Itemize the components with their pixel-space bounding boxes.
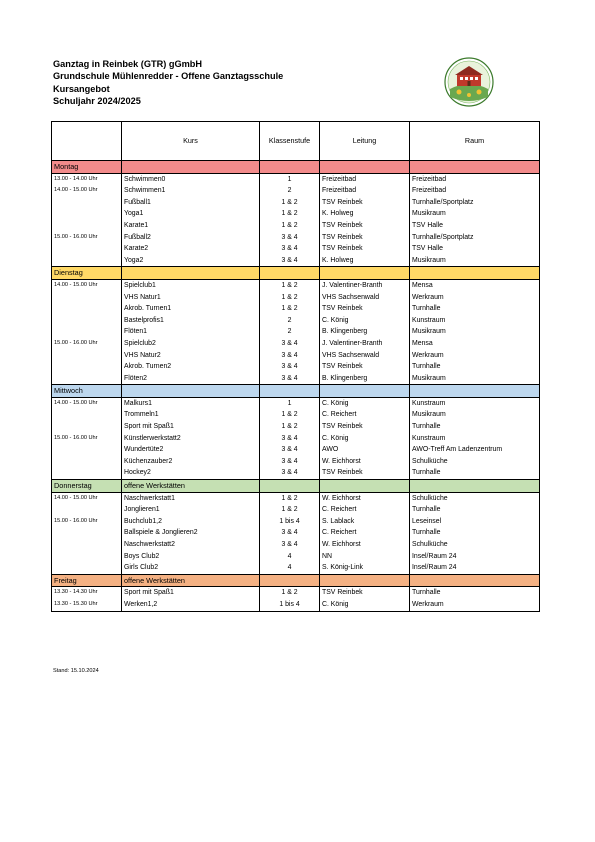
raum-cell: Insel/Raum 24 xyxy=(410,562,540,574)
day-row-donnerstag xyxy=(52,480,540,493)
day-row-empty-cell xyxy=(410,161,540,174)
raum-cell: Turnhalle xyxy=(410,587,540,599)
raum-cell: Kunstraum xyxy=(410,315,540,327)
table-row xyxy=(52,409,540,421)
kurs-cell: Yoga1 xyxy=(122,208,260,220)
raum-cell: Leseinsel xyxy=(410,516,540,528)
kurs-cell: Yoga2 xyxy=(122,255,260,267)
time-cell xyxy=(52,350,122,362)
klassenstufe-cell: 1 & 2 xyxy=(260,220,320,232)
day-row-empty-cell xyxy=(320,267,410,280)
raum-cell: TSV Halle xyxy=(410,220,540,232)
klassenstufe-cell: 1 & 2 xyxy=(260,197,320,209)
day-name: Donnerstag xyxy=(52,480,122,493)
day-name: Mittwoch xyxy=(52,385,122,398)
table-row xyxy=(52,243,540,255)
klassenstufe-cell: 3 & 4 xyxy=(260,467,320,479)
klassenstufe-cell: 3 & 4 xyxy=(260,433,320,445)
raum-cell: Werkraum xyxy=(410,350,540,362)
klassenstufe-cell: 1 bis 4 xyxy=(260,516,320,528)
leitung-cell: AWO xyxy=(320,444,410,456)
table-row xyxy=(52,504,540,516)
raum-cell: Turnhalle xyxy=(410,467,540,479)
time-cell: 13.30 - 15.30 Uhr xyxy=(52,599,122,611)
klassenstufe-cell: 4 xyxy=(260,551,320,563)
klassenstufe-cell: 3 & 4 xyxy=(260,243,320,255)
raum-cell: TSV Halle xyxy=(410,243,540,255)
day-row-empty-cell xyxy=(320,385,410,398)
leitung-cell: C. Reichert xyxy=(320,409,410,421)
time-cell: 15.00 - 16.00 Uhr xyxy=(52,338,122,350)
day-note xyxy=(122,385,260,398)
day-row-empty-cell xyxy=(410,574,540,587)
kurs-cell: Wundertüte2 xyxy=(122,444,260,456)
table-row xyxy=(52,232,540,244)
kurs-cell: Buchclub1,2 xyxy=(122,516,260,528)
time-cell xyxy=(52,197,122,209)
raum-cell: Kunstraum xyxy=(410,433,540,445)
table-row xyxy=(52,551,540,563)
leitung-cell: K. Holweg xyxy=(320,208,410,220)
table-row xyxy=(52,208,540,220)
table-header-row xyxy=(52,122,540,161)
klassenstufe-cell: 1 & 2 xyxy=(260,303,320,315)
raum-cell: Musikraum xyxy=(410,255,540,267)
raum-cell: Mensa xyxy=(410,338,540,350)
kurs-cell: Akrob. Turnen1 xyxy=(122,303,260,315)
kurs-cell: Künstlerwerkstatt2 xyxy=(122,433,260,445)
raum-cell: Kunstraum xyxy=(410,397,540,409)
time-cell xyxy=(52,255,122,267)
table-row xyxy=(52,292,540,304)
day-row-empty-cell xyxy=(320,480,410,493)
klassenstufe-cell: 1 & 2 xyxy=(260,279,320,291)
kurs-cell: Naschwerkstatt1 xyxy=(122,492,260,504)
time-cell xyxy=(52,551,122,563)
table-row xyxy=(52,587,540,599)
raum-cell: Schulküche xyxy=(410,456,540,468)
time-cell: 15.00 - 16.00 Uhr xyxy=(52,232,122,244)
kurs-cell: Spielclub2 xyxy=(122,338,260,350)
kurs-cell: Fußball2 xyxy=(122,232,260,244)
klassenstufe-cell: 3 & 4 xyxy=(260,350,320,362)
kurs-cell: Ballspiele & Jonglieren2 xyxy=(122,527,260,539)
day-note xyxy=(122,161,260,174)
table-row xyxy=(52,527,540,539)
kurs-cell: Küchenzauber2 xyxy=(122,456,260,468)
table-row xyxy=(52,303,540,315)
table-row xyxy=(52,539,540,551)
leitung-cell: TSV Reinbek xyxy=(320,467,410,479)
kurs-cell: Karate2 xyxy=(122,243,260,255)
raum-cell: Musikraum xyxy=(410,373,540,385)
klassenstufe-cell: 3 & 4 xyxy=(260,373,320,385)
raum-cell: Musikraum xyxy=(410,409,540,421)
table-row xyxy=(52,467,540,479)
table-row xyxy=(52,421,540,433)
time-cell: 14.00 - 15.00 Uhr xyxy=(52,185,122,197)
raum-cell: Werkraum xyxy=(410,599,540,611)
time-cell: 15.00 - 16.00 Uhr xyxy=(52,516,122,528)
klassenstufe-cell: 2 xyxy=(260,326,320,338)
raum-cell: Turnhalle xyxy=(410,527,540,539)
kurs-cell: Schwimmen0 xyxy=(122,173,260,185)
klassenstufe-cell: 3 & 4 xyxy=(260,361,320,373)
day-row-empty-cell xyxy=(410,267,540,280)
table-row xyxy=(52,173,540,185)
column-header-leitung: Leitung xyxy=(320,122,410,161)
day-row-empty-cell xyxy=(260,574,320,587)
klassenstufe-cell: 1 bis 4 xyxy=(260,599,320,611)
column-header-kurs: Kurs xyxy=(122,122,260,161)
day-row-dienstag xyxy=(52,267,540,280)
school-building-logo xyxy=(444,57,494,107)
table-row xyxy=(52,397,540,409)
klassenstufe-cell: 1 xyxy=(260,397,320,409)
raum-cell: Turnhalle xyxy=(410,361,540,373)
klassenstufe-cell: 1 & 2 xyxy=(260,421,320,433)
klassenstufe-cell: 3 & 4 xyxy=(260,444,320,456)
klassenstufe-cell: 3 & 4 xyxy=(260,338,320,350)
raum-cell: Turnhalle/Sportplatz xyxy=(410,232,540,244)
raum-cell: Mensa xyxy=(410,279,540,291)
leitung-cell: VHS Sachsenwald xyxy=(320,350,410,362)
doc-title: Kursangebot xyxy=(53,83,110,94)
column-header-raum: Raum xyxy=(410,122,540,161)
table-row xyxy=(52,220,540,232)
school-name: Grundschule Mühlenredder - Offene Ganztagsschule xyxy=(53,71,284,82)
klassenstufe-cell: 1 & 2 xyxy=(260,587,320,599)
document-header xyxy=(53,58,283,107)
day-name: Montag xyxy=(52,161,122,174)
day-row-empty-cell xyxy=(320,574,410,587)
kurs-cell: Boys Club2 xyxy=(122,551,260,563)
school-year: Schuljahr 2024/2025 xyxy=(53,95,141,106)
klassenstufe-cell: 1 & 2 xyxy=(260,292,320,304)
day-row-empty-cell xyxy=(260,161,320,174)
leitung-cell: C. König xyxy=(320,599,410,611)
leitung-cell: K. Holweg xyxy=(320,255,410,267)
time-cell xyxy=(52,467,122,479)
raum-cell: Werkraum xyxy=(410,292,540,304)
stand-date: Stand: 15.10.2024 xyxy=(53,668,99,674)
time-cell xyxy=(52,527,122,539)
course-table xyxy=(51,121,540,612)
time-cell xyxy=(52,315,122,327)
day-note xyxy=(122,267,260,280)
time-cell xyxy=(52,409,122,421)
table-row xyxy=(52,350,540,362)
klassenstufe-cell: 1 xyxy=(260,173,320,185)
leitung-cell: TSV Reinbek xyxy=(320,220,410,232)
kurs-cell: Sport mit Spaß1 xyxy=(122,421,260,433)
table-row xyxy=(52,255,540,267)
day-row-empty-cell xyxy=(410,385,540,398)
raum-cell: Insel/Raum 24 xyxy=(410,551,540,563)
time-cell xyxy=(52,539,122,551)
leitung-cell: W. Eichhorst xyxy=(320,456,410,468)
time-cell xyxy=(52,456,122,468)
leitung-cell: C. Reichert xyxy=(320,527,410,539)
time-cell xyxy=(52,504,122,516)
time-cell xyxy=(52,421,122,433)
time-cell xyxy=(52,444,122,456)
leitung-cell: S. Lablack xyxy=(320,516,410,528)
table-row xyxy=(52,456,540,468)
time-cell xyxy=(52,562,122,574)
klassenstufe-cell: 3 & 4 xyxy=(260,456,320,468)
kurs-cell: Flöten1 xyxy=(122,326,260,338)
raum-cell: Freizeitbad xyxy=(410,185,540,197)
table-row xyxy=(52,361,540,373)
table-row xyxy=(52,433,540,445)
raum-cell: AWO-Treff Am Ladenzentrum xyxy=(410,444,540,456)
time-cell xyxy=(52,373,122,385)
time-cell: 14.00 - 15.00 Uhr xyxy=(52,492,122,504)
kurs-cell: VHS Natur1 xyxy=(122,292,260,304)
time-cell: 14.00 - 15.00 Uhr xyxy=(52,397,122,409)
leitung-cell: Freizeitbad xyxy=(320,173,410,185)
time-cell xyxy=(52,303,122,315)
kurs-cell: Akrob. Turnen2 xyxy=(122,361,260,373)
kurs-cell: Werken1,2 xyxy=(122,599,260,611)
klassenstufe-cell: 1 & 2 xyxy=(260,504,320,516)
leitung-cell: J. Valentiner-Branth xyxy=(320,338,410,350)
leitung-cell: NN xyxy=(320,551,410,563)
day-row-empty-cell xyxy=(410,480,540,493)
kurs-cell: Hockey2 xyxy=(122,467,260,479)
day-row-empty-cell xyxy=(260,480,320,493)
time-cell xyxy=(52,361,122,373)
kurs-cell: Flöten2 xyxy=(122,373,260,385)
day-row-freitag xyxy=(52,574,540,587)
kurs-cell: Naschwerkstatt2 xyxy=(122,539,260,551)
leitung-cell: TSV Reinbek xyxy=(320,587,410,599)
kurs-cell: Malkurs1 xyxy=(122,397,260,409)
day-row-montag xyxy=(52,161,540,174)
leitung-cell: B. Klingenberg xyxy=(320,326,410,338)
klassenstufe-cell: 3 & 4 xyxy=(260,527,320,539)
time-cell xyxy=(52,243,122,255)
kurs-cell: Bastelprofis1 xyxy=(122,315,260,327)
table-row xyxy=(52,185,540,197)
raum-cell: Turnhalle/Sportplatz xyxy=(410,197,540,209)
klassenstufe-cell: 2 xyxy=(260,315,320,327)
org-name: Ganztag in Reinbek (GTR) gGmbH xyxy=(53,59,203,69)
klassenstufe-cell: 3 & 4 xyxy=(260,255,320,267)
leitung-cell: TSV Reinbek xyxy=(320,197,410,209)
day-row-empty-cell xyxy=(320,161,410,174)
day-note: offene Werkstätten xyxy=(122,480,260,493)
leitung-cell: S. König-Link xyxy=(320,562,410,574)
table-row xyxy=(52,197,540,209)
table-row xyxy=(52,338,540,350)
time-cell xyxy=(52,208,122,220)
leitung-cell: C. König xyxy=(320,315,410,327)
kurs-cell: Trommeln1 xyxy=(122,409,260,421)
day-name: Dienstag xyxy=(52,267,122,280)
time-cell: 14.00 - 15.00 Uhr xyxy=(52,279,122,291)
leitung-cell: J. Valentiner-Branth xyxy=(320,279,410,291)
klassenstufe-cell: 2 xyxy=(260,185,320,197)
klassenstufe-cell: 4 xyxy=(260,562,320,574)
day-note: offene Werkstätten xyxy=(122,574,260,587)
table-row xyxy=(52,444,540,456)
leitung-cell: C. Reichert xyxy=(320,504,410,516)
leitung-cell: TSV Reinbek xyxy=(320,232,410,244)
leitung-cell: W. Eichhorst xyxy=(320,492,410,504)
leitung-cell: TSV Reinbek xyxy=(320,361,410,373)
day-name: Freitag xyxy=(52,574,122,587)
leitung-cell: C. König xyxy=(320,397,410,409)
klassenstufe-cell: 1 & 2 xyxy=(260,492,320,504)
table-row xyxy=(52,562,540,574)
kurs-cell: Jonglieren1 xyxy=(122,504,260,516)
raum-cell: Musikraum xyxy=(410,208,540,220)
raum-cell: Schulküche xyxy=(410,539,540,551)
table-row xyxy=(52,492,540,504)
klassenstufe-cell: 1 & 2 xyxy=(260,208,320,220)
day-row-mittwoch xyxy=(52,385,540,398)
table-row xyxy=(52,315,540,327)
kurs-cell: Schwimmen1 xyxy=(122,185,260,197)
raum-cell: Turnhalle xyxy=(410,303,540,315)
time-cell: 13.30 - 14.30 Uhr xyxy=(52,587,122,599)
column-header-klassenstufe: Klassenstufe xyxy=(260,122,320,161)
raum-cell: Schulküche xyxy=(410,492,540,504)
leitung-cell: B. Klingenberg xyxy=(320,373,410,385)
leitung-cell: W. Eichhorst xyxy=(320,539,410,551)
kurs-cell: Fußball1 xyxy=(122,197,260,209)
time-cell xyxy=(52,220,122,232)
raum-cell: Turnhalle xyxy=(410,421,540,433)
kurs-cell: Sport mit Spaß1 xyxy=(122,587,260,599)
day-row-empty-cell xyxy=(260,267,320,280)
klassenstufe-cell: 3 & 4 xyxy=(260,539,320,551)
time-cell xyxy=(52,292,122,304)
kurs-cell: VHS Natur2 xyxy=(122,350,260,362)
table-row xyxy=(52,326,540,338)
table-row xyxy=(52,279,540,291)
time-cell xyxy=(52,326,122,338)
leitung-cell: TSV Reinbek xyxy=(320,243,410,255)
leitung-cell: TSV Reinbek xyxy=(320,303,410,315)
table-row xyxy=(52,599,540,611)
column-header-time xyxy=(52,122,122,161)
leitung-cell: C. König xyxy=(320,433,410,445)
kurs-cell: Spielclub1 xyxy=(122,279,260,291)
kurs-cell: Karate1 xyxy=(122,220,260,232)
raum-cell: Turnhalle xyxy=(410,504,540,516)
kurs-cell: Girls Club2 xyxy=(122,562,260,574)
leitung-cell: TSV Reinbek xyxy=(320,421,410,433)
leitung-cell: Freizeitbad xyxy=(320,185,410,197)
table-row xyxy=(52,516,540,528)
raum-cell: Musikraum xyxy=(410,326,540,338)
klassenstufe-cell: 3 & 4 xyxy=(260,232,320,244)
leitung-cell: VHS Sachsenwald xyxy=(320,292,410,304)
raum-cell: Freizeitbad xyxy=(410,173,540,185)
time-cell: 15.00 - 16.00 Uhr xyxy=(52,433,122,445)
time-cell: 13.00 - 14.00 Uhr xyxy=(52,173,122,185)
day-row-empty-cell xyxy=(260,385,320,398)
table-row xyxy=(52,373,540,385)
klassenstufe-cell: 1 & 2 xyxy=(260,409,320,421)
